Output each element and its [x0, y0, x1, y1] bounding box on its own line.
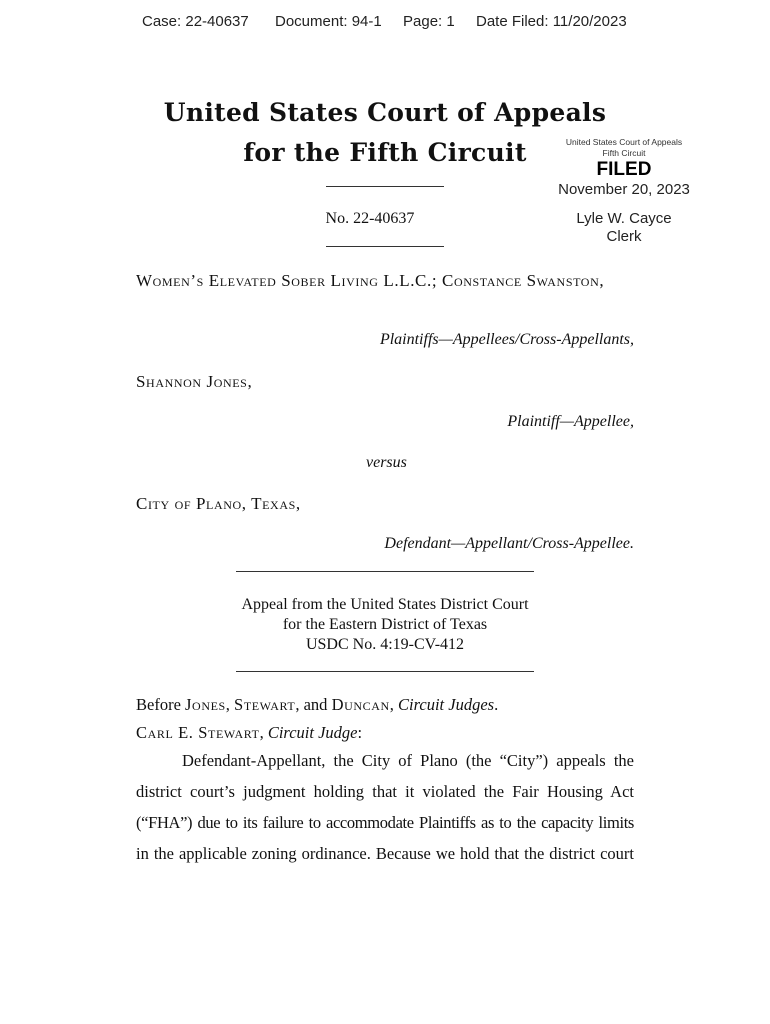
author-end: :	[357, 723, 363, 742]
panel-line	[136, 695, 634, 715]
opinion-line-3: (“FHA”) due to its failure to accommodate Plaintiffs as to the capacity limits	[136, 813, 634, 832]
filed-stamp: FILED	[596, 159, 652, 180]
document-number: Document: 94-1	[275, 13, 382, 30]
clerk-name: Lyle W. Cayce	[576, 210, 672, 227]
appeal-divider	[236, 671, 534, 672]
clerk-title: Clerk	[606, 228, 642, 245]
versus-label: versus	[366, 454, 407, 471]
author-line	[136, 723, 634, 743]
opinion-line-4: in the applicable zoning ordinance. Because we hold that the district court	[136, 844, 634, 863]
filed-date: November 20, 2023	[558, 181, 690, 198]
court-name: United States Court of Appeals	[163, 98, 607, 127]
panel-judge-stewart: Stewart	[234, 695, 296, 714]
case-number: Case: 22-40637	[142, 13, 249, 30]
caption-divider	[236, 571, 534, 572]
author-name: Carl E. Stewart	[136, 723, 260, 742]
appeal-line-court: Appeal from the United States District Court	[241, 596, 529, 613]
court-circuit: for the Fifth Circuit	[243, 138, 527, 167]
panel-separator: ,	[225, 695, 235, 714]
stamp-court-name: United States Court of Appeals	[565, 137, 683, 147]
appeal-line-district: for the Eastern District of Texas	[282, 616, 488, 633]
party-plaintiff-jones-role: Plaintiff—Appellee,	[507, 413, 634, 430]
author-title: Circuit Judge	[267, 723, 358, 742]
panel-end: .	[494, 695, 499, 714]
author-separator: ,	[259, 723, 268, 742]
appeal-info	[200, 595, 570, 655]
panel-before: Before	[136, 695, 186, 714]
panel-judge-jones: Jones	[185, 695, 226, 714]
party-defendant: City of Plano, Texas,	[136, 494, 301, 513]
date-filed: Date Filed: 11/20/2023	[476, 13, 627, 30]
docket-divider	[326, 246, 444, 247]
page-number: Page: 1	[403, 13, 455, 30]
panel-judge-duncan: Duncan	[331, 695, 390, 714]
party-plaintiffs: Women’s Elevated Sober Living L.L.C.; Constance Swanston,	[136, 271, 605, 290]
panel-separator: ,	[389, 695, 398, 714]
docket-number: No. 22-40637	[325, 210, 415, 227]
title-divider	[326, 186, 444, 187]
party-plaintiff-jones: Shannon Jones,	[136, 372, 253, 391]
appeal-line-usdc: USDC No. 4:19-CV-412	[305, 636, 465, 653]
stamp-circuit: Fifth Circuit	[602, 148, 646, 158]
party-plaintiffs-role: Plaintiffs—Appellees/Cross-Appellants,	[379, 331, 634, 348]
panel-title: Circuit Judges	[398, 695, 495, 714]
opinion-line-2: district court’s judgment holding that it violated the Fair Housing Act	[136, 782, 634, 801]
panel-separator: , and	[295, 695, 332, 714]
party-defendant-role: Defendant—Appellant/Cross-Appellee.	[384, 535, 634, 552]
opinion-line-1: Defendant-Appellant, the City of Plano (the “City”) appeals the	[182, 751, 634, 770]
